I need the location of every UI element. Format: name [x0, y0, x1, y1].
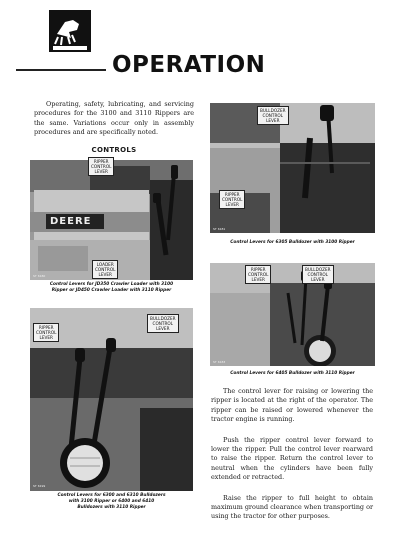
callout-bulldozer-control-lever: [257, 106, 289, 125]
callout-line: CONTROL: [222, 197, 243, 202]
callout-line: LEVER: [94, 169, 108, 174]
callout-line: RIPPER: [250, 267, 266, 272]
callout-ripper-control-lever: [219, 190, 245, 209]
intro-text: Operating, safety, lubricating, and servicing procedures for the 3100 and 3110 Rippers are the same. Variations occur only in assembly procedures and are specifically noted.: [34, 100, 194, 137]
callout-line: RIPPER: [93, 159, 109, 164]
figure-6405-caption: Control Levers for 6405 Bulldozer with 3110 Ripper: [230, 371, 355, 376]
caption-line: Ripper or JD450 Crawler Loader with 3110 Ripper: [51, 288, 172, 293]
callout-line: BULLDOZER: [305, 267, 331, 272]
intro-paragraph: [34, 100, 194, 138]
callout-line: LEVER: [251, 277, 265, 282]
figure-number: ST 6183: [213, 360, 226, 364]
callout-line: CONTROL: [95, 267, 116, 272]
callout-line: CONTROL: [307, 272, 328, 277]
page-title: OPERATION: [112, 52, 266, 78]
caption-line: Control Levers for 6300 and 6310 Bulldozers: [57, 493, 166, 498]
body-paragraph: The control lever for raising or lowering the ripper is located at the right of the operator. The ripper can be raised or lowered whenever the tractor engine is running.: [211, 387, 373, 424]
callout-line: LEVER: [156, 326, 170, 331]
callout-line: BULLDOZER: [150, 316, 176, 321]
figure-number: ST 6180: [33, 274, 46, 278]
callout-ripper-control-lever: [88, 157, 114, 176]
callout-line: BULLDOZER: [260, 108, 286, 113]
callout-line: LEVER: [39, 335, 53, 340]
figure-number: ST 6199: [33, 484, 46, 488]
callout-loader-control-lever: [92, 260, 118, 279]
callout-line: RIPPER: [38, 325, 54, 330]
6305-controls-photo: [210, 103, 375, 233]
callout-bulldozer-control-lever: [147, 314, 179, 333]
figure-6305-caption: Control Levers for 6305 Bulldozer with 3100 Ripper: [230, 240, 355, 245]
callout-line: CONTROL: [36, 330, 57, 335]
caption-line: Bulldozers with 3110 Ripper: [77, 505, 146, 510]
callout-line: LEVER: [98, 272, 112, 277]
caption-line: Control Levers for JD350 Crawler Loader with 3100: [49, 282, 174, 287]
title-rule: [16, 69, 106, 71]
figure-number: ST 6181: [213, 227, 226, 231]
callout-ripper-control-lever: [245, 265, 271, 284]
body-paragraph: Push the ripper control lever forward to lower the ripper. Pull the control lever rearward to raise the ripper. Return the control lever to neutral when the cylinders have been fully extended or retracted.: [211, 435, 373, 482]
callout-line: CONTROL: [248, 272, 269, 277]
john-deere-logo: [49, 10, 91, 52]
callout-line: LEVER: [225, 202, 239, 207]
caption-line: with 3100 Ripper or 6400 and 6410: [68, 499, 155, 504]
callout-bulldozer-control-lever: [302, 265, 334, 284]
callout-line: LEVER: [266, 118, 280, 123]
callout-line: CONTROL: [262, 113, 283, 118]
deere-brand-text: DEERE: [50, 216, 92, 227]
callout-line: CONTROL: [91, 164, 112, 169]
figure-6305-photo: [210, 103, 375, 233]
callout-line: CONTROL: [152, 321, 173, 326]
body-text: [211, 387, 373, 533]
callout-line: LOADER: [96, 262, 114, 267]
callout-line: LEVER: [311, 277, 325, 282]
figure-6405-photo: [210, 263, 375, 366]
figure-jd350-caption: [30, 282, 193, 294]
figure-6300-caption: [30, 493, 193, 511]
body-paragraph: Raise the ripper to full height to obtain maximum ground clearance when transporting or using the tractor for other purposes.: [211, 493, 373, 521]
6405-controls-photo: [210, 263, 375, 366]
section-heading: CONTROLS: [91, 146, 137, 154]
callout-ripper-control-lever: [33, 323, 59, 342]
callout-line: RIPPER: [224, 192, 240, 197]
